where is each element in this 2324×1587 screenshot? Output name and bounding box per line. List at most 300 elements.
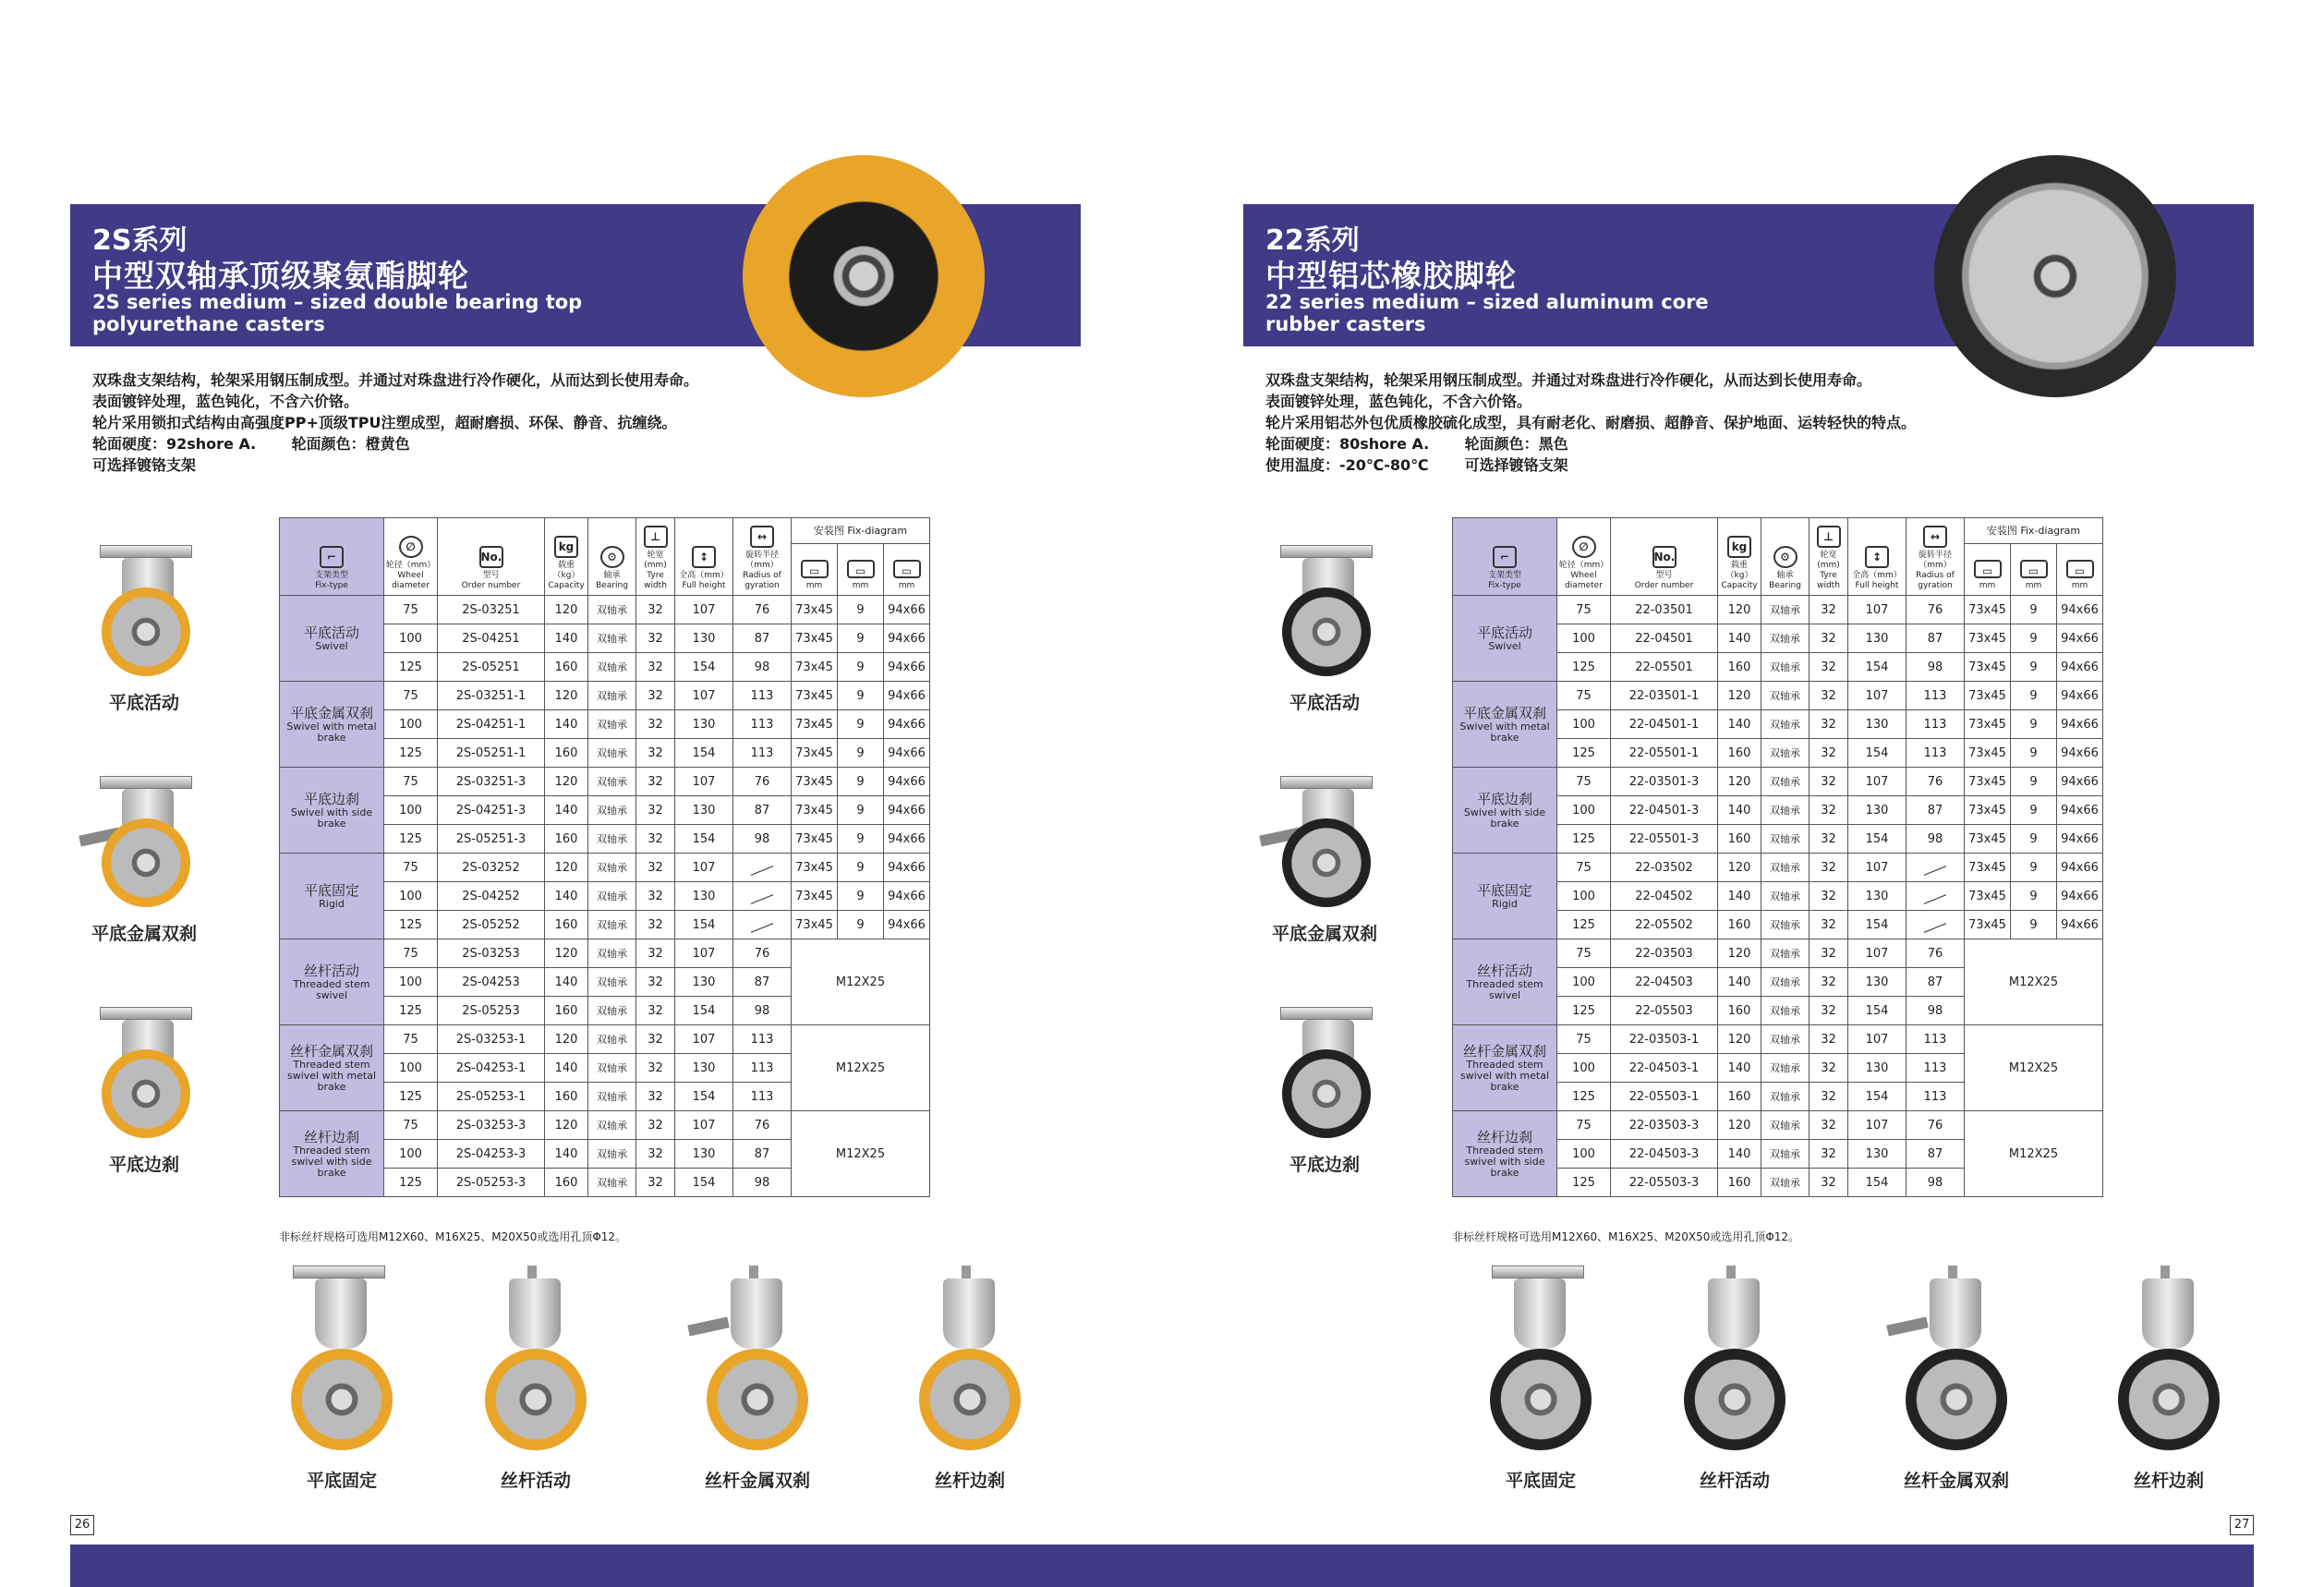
cell-text: Threaded stem swivel [1466, 977, 1543, 1001]
table-cell: 75 [1557, 596, 1611, 624]
table-cell: 双轴承 [588, 825, 636, 854]
order-number: 22-04503-1 [1611, 1054, 1718, 1083]
table-cell: 140 [1718, 796, 1761, 825]
table-cell: 87 [1906, 1140, 1965, 1169]
table-row [1453, 1111, 2103, 1140]
header-text: 轮径（mm） [1558, 561, 1609, 570]
no-radius [733, 854, 792, 882]
table-cell: 140 [1718, 968, 1761, 997]
table-cell: 双轴承 [588, 911, 636, 939]
table-cell: 双轴承 [588, 1025, 636, 1054]
table-cell: 125 [384, 653, 438, 682]
header-text: ▭ [893, 560, 921, 578]
page-number: 27 [2230, 1515, 2254, 1535]
table-cell: 107 [675, 768, 733, 796]
option: 可选择镀铬支架 [92, 456, 197, 474]
description: 双珠盘支架结构，轮架采用钢压制成型。并通过对珠盘进行冷作硬化，从而达到长使用寿命。 表面镀锌处理，蓝色钝化，不含六价铬。 轮片采用锁扣式结构由高强度PP+顶级TPU注塑成型，超耐磨损、环保、静音、抗缠绕。 轮面硬度：92shore A. 轮面颜色：橙黄色 可选择镀铬支架 [92, 371, 699, 474]
spec-table [279, 517, 930, 1197]
header-text: Capacity [548, 581, 585, 590]
table-cell: 双轴承 [588, 1140, 636, 1169]
table-cell: 双轴承 [1761, 1169, 1810, 1197]
no-radius [733, 882, 792, 911]
header-radius [733, 518, 792, 596]
table-cell: 125 [1557, 653, 1611, 682]
table-cell: 130 [675, 796, 733, 825]
table-cell: 双轴承 [588, 653, 636, 682]
table-cell: 75 [1557, 1025, 1611, 1054]
table-cell: 94x66 [2057, 624, 2103, 653]
fix-type-cell [1453, 939, 1557, 1025]
right-page [1162, 0, 2324, 1587]
order-number: 2S-03252 [438, 854, 545, 882]
table-cell: 9 [838, 911, 884, 939]
table-cell: 100 [1557, 796, 1611, 825]
table-cell: 107 [1848, 1111, 1906, 1140]
header-full-height [1848, 518, 1906, 596]
table-cell: 32 [1810, 1054, 1848, 1083]
cell-text: 平底金属双刹 [1462, 704, 1546, 721]
header-order [1611, 518, 1718, 596]
table-cell: 98 [733, 825, 792, 854]
table-cell: 125 [1557, 997, 1611, 1025]
series-code: 22系列 [1265, 224, 1360, 257]
table-cell: 32 [636, 1111, 675, 1140]
table-cell: 73x45 [1965, 825, 2011, 854]
header-text: ⊥ [644, 526, 668, 548]
table-cell: 75 [384, 854, 438, 882]
temperature: 使用温度：-20℃-80℃ [1265, 456, 1429, 474]
table-cell: 32 [1810, 825, 1848, 854]
side-caster-swivel: 平底活动 [1232, 545, 1417, 714]
header-text: Tyre width [1817, 571, 1840, 590]
order-number: 22-03503 [1611, 939, 1718, 968]
table-cell: 160 [1718, 825, 1761, 854]
table-cell: 73x45 [792, 710, 838, 739]
order-number: 22-04502 [1611, 882, 1718, 911]
cell-text: 平底边刹 [1476, 790, 1532, 807]
table-cell: 154 [675, 997, 733, 1025]
order-number: 22-04503-3 [1611, 1140, 1718, 1169]
header-text: Tyre width [644, 571, 667, 590]
table-cell: 32 [636, 596, 675, 624]
table-cell: 32 [1810, 939, 1848, 968]
table-cell: 107 [675, 596, 733, 624]
table-cell: 73x45 [1965, 739, 2011, 768]
pu-wheel-image [743, 155, 985, 397]
table-cell: 双轴承 [1761, 624, 1810, 653]
table-cell: 32 [1810, 624, 1848, 653]
table-cell: 140 [545, 796, 588, 825]
table-cell: 32 [636, 796, 675, 825]
footer-bar [70, 1545, 1162, 1587]
table-cell: 113 [733, 1083, 792, 1111]
table-cell: 130 [675, 1054, 733, 1083]
table-cell: 双轴承 [588, 796, 636, 825]
table-cell: 113 [733, 1054, 792, 1083]
order-number: 2S-03253-1 [438, 1025, 545, 1054]
order-number: 2S-04251-1 [438, 710, 545, 739]
order-number: 22-03501 [1611, 596, 1718, 624]
table-row [1453, 854, 2103, 882]
cell-text [1924, 923, 1946, 933]
header-bearing [588, 518, 636, 596]
table-cell: 双轴承 [588, 968, 636, 997]
fix-type-cell [280, 596, 384, 682]
header-text: ⚙ [600, 546, 624, 568]
table-cell: 双轴承 [1761, 596, 1810, 624]
table-cell: 130 [1848, 882, 1906, 911]
table-cell: 107 [1848, 596, 1906, 624]
table-cell: 107 [675, 1111, 733, 1140]
table-cell: 125 [384, 1169, 438, 1197]
table-cell: 100 [384, 882, 438, 911]
table-cell: 双轴承 [588, 710, 636, 739]
table-cell: 75 [384, 682, 438, 710]
table-row [1453, 939, 2103, 968]
table-cell: 94x66 [884, 710, 930, 739]
table-cell: 160 [545, 653, 588, 682]
table-cell: 107 [675, 1025, 733, 1054]
header-text: ▭ [2020, 560, 2048, 578]
wheel-color: 轮面颜色：橙黄色 [291, 435, 410, 453]
table-cell: 32 [1810, 1025, 1848, 1054]
table-cell: 94x66 [2057, 882, 2103, 911]
table-cell: 154 [675, 653, 733, 682]
table-cell: 32 [636, 939, 675, 968]
order-number: 2S-05251 [438, 653, 545, 682]
fix-type-cell [280, 854, 384, 939]
bottom-caster-stem-side-brake: 丝杆边刹 [2086, 1266, 2252, 1492]
table-cell: 双轴承 [1761, 739, 1810, 768]
table-cell: 100 [1557, 1054, 1611, 1083]
table-cell: 94x66 [884, 739, 930, 768]
table-cell: 94x66 [884, 882, 930, 911]
table-cell: 120 [1718, 1025, 1761, 1054]
bottom-caster-rigid: 平底固定 [259, 1266, 425, 1492]
table-cell: 双轴承 [588, 882, 636, 911]
table-cell: 87 [733, 968, 792, 997]
header-text: ▭ [1974, 560, 2002, 578]
header-text: Bearing [1769, 581, 1801, 590]
header-text: No. [479, 546, 503, 568]
table-cell: 9 [2011, 739, 2057, 768]
table-cell: 9 [2011, 854, 2057, 882]
table-cell: 73x45 [792, 796, 838, 825]
table-cell: 94x66 [2057, 596, 2103, 624]
table-cell: 160 [1718, 1083, 1761, 1111]
order-number: 22-05503 [1611, 997, 1718, 1025]
table-cell: 32 [1810, 1083, 1848, 1111]
table-cell: 73x45 [1965, 596, 2011, 624]
table-cell: 双轴承 [1761, 682, 1810, 710]
table-cell: 120 [1718, 1111, 1761, 1140]
table-row [1453, 1025, 2103, 1054]
table-cell: 94x66 [2057, 768, 2103, 796]
table-cell: 32 [1810, 710, 1848, 739]
cell-text: 平底金属双刹 [289, 704, 373, 721]
table-cell: 双轴承 [1761, 825, 1810, 854]
table-cell: 双轴承 [1761, 653, 1810, 682]
header-text: 旋转半径（mm） [744, 551, 779, 570]
table-cell: 双轴承 [1761, 997, 1810, 1025]
table-cell: 双轴承 [588, 624, 636, 653]
table-cell: 100 [1557, 624, 1611, 653]
table-cell: 73x45 [1965, 624, 2011, 653]
table-cell: 140 [545, 710, 588, 739]
cell-text: Threaded stem swivel with side brake [1464, 1144, 1545, 1179]
header-fix-type [280, 518, 384, 596]
side-caster-side-brake: 平底边刹 [1232, 1007, 1417, 1176]
fix-type-cell [280, 939, 384, 1025]
table-cell: 154 [1848, 997, 1906, 1025]
table-cell: 107 [675, 682, 733, 710]
cell-text [751, 894, 773, 904]
table-cell: 32 [636, 1054, 675, 1083]
table-cell: 113 [733, 1025, 792, 1054]
table-cell: 94x66 [884, 624, 930, 653]
table-cell: 94x66 [2057, 653, 2103, 682]
side-caster-swivel: 平底活动 [52, 545, 236, 714]
table-cell: 32 [1810, 796, 1848, 825]
table-cell: 160 [1718, 653, 1761, 682]
side-caster-side-brake: 平底边刹 [52, 1007, 236, 1176]
table-cell: 73x45 [1965, 682, 2011, 710]
table-cell: 154 [675, 1169, 733, 1197]
table-cell: 32 [1810, 1169, 1848, 1197]
table-cell: 32 [636, 682, 675, 710]
header-text: ∅ [399, 536, 423, 558]
table-cell: 107 [675, 854, 733, 882]
bottom-caster-stem-swivel: 丝杆活动 [1652, 1266, 1818, 1492]
side-caster-metal-brake: 平底金属双刹 [1232, 776, 1417, 945]
order-number: 2S-05253-1 [438, 1083, 545, 1111]
table-cell: 双轴承 [1761, 1025, 1810, 1054]
order-number: 2S-04251 [438, 624, 545, 653]
table-cell: 9 [838, 653, 884, 682]
table-cell: 双轴承 [588, 768, 636, 796]
table-cell: 120 [1718, 768, 1761, 796]
header-tyre-width [1810, 518, 1848, 596]
table-cell: 76 [733, 768, 792, 796]
table-cell: 32 [1810, 682, 1848, 710]
header-order [438, 518, 545, 596]
table-cell: 130 [1848, 1140, 1906, 1169]
table-cell: 140 [1718, 882, 1761, 911]
table-cell: 73x45 [792, 739, 838, 768]
table-cell: 125 [384, 911, 438, 939]
bottom-caster-stem-metal-brake: 丝杆金属双刹 [674, 1266, 841, 1492]
table-cell: 73x45 [792, 882, 838, 911]
order-number: 2S-04253-1 [438, 1054, 545, 1083]
page-number: 26 [70, 1515, 94, 1535]
option: 可选择镀铬支架 [1464, 456, 1568, 474]
cell-text: Threaded stem swivel with side brake [291, 1144, 372, 1179]
table-cell: 107 [1848, 939, 1906, 968]
table-cell: 32 [1810, 596, 1848, 624]
table-cell: 9 [2011, 596, 2057, 624]
header-text: 支架类型 [1487, 571, 1521, 580]
table-cell: 73x45 [1965, 854, 2011, 882]
order-number: 22-03503-1 [1611, 1025, 1718, 1054]
cell-text: 平底固定 [1476, 881, 1532, 899]
order-number: 22-05501-1 [1611, 739, 1718, 768]
bottom-caster-stem-metal-brake: 丝杆金属双刹 [1873, 1266, 2040, 1492]
header-text: Full height [682, 581, 726, 590]
table-cell: 87 [733, 796, 792, 825]
header-text: Order number [1634, 581, 1694, 590]
table-cell: 32 [636, 911, 675, 939]
table-cell: 130 [1848, 1054, 1906, 1083]
cell-text: 丝杆活动 [303, 962, 359, 979]
table-cell: 140 [545, 968, 588, 997]
table-cell: 双轴承 [1761, 1111, 1810, 1140]
header-text: mm [805, 581, 823, 590]
table-cell: 113 [1906, 1083, 1965, 1111]
table-cell: 双轴承 [588, 1169, 636, 1197]
table-cell: 160 [545, 1169, 588, 1197]
order-number: 2S-03253-3 [438, 1111, 545, 1140]
table-cell: 94x66 [884, 596, 930, 624]
table-cell: 双轴承 [588, 997, 636, 1025]
table-cell: 120 [545, 682, 588, 710]
header-capacity [545, 518, 588, 596]
table-cell: 双轴承 [1761, 911, 1810, 939]
table-cell: 154 [675, 825, 733, 854]
table-cell: 125 [1557, 739, 1611, 768]
table-cell: 140 [1718, 710, 1761, 739]
table-cell: 100 [384, 968, 438, 997]
bottom-casters [240, 1266, 1164, 1506]
bottom-caster-stem-side-brake: 丝杆边刹 [887, 1266, 1053, 1492]
table-row [280, 768, 930, 796]
fix-type-cell [280, 768, 384, 854]
cell-text: 平底边刹 [303, 790, 359, 807]
table-cell: 100 [1557, 968, 1611, 997]
table-cell: 双轴承 [588, 1083, 636, 1111]
table-cell: 9 [838, 682, 884, 710]
table-cell: 双轴承 [588, 854, 636, 882]
table-cell: 160 [545, 1083, 588, 1111]
table-cell: 94x66 [2057, 854, 2103, 882]
table-cell: 100 [384, 624, 438, 653]
table-cell: 73x45 [1965, 768, 2011, 796]
table-cell: 75 [1557, 1111, 1611, 1140]
series-code: 2S系列 [92, 224, 188, 257]
table-cell: 113 [733, 682, 792, 710]
table-cell: 160 [545, 825, 588, 854]
table-cell: 73x45 [1965, 882, 2011, 911]
table-cell: 125 [1557, 825, 1611, 854]
header-text: 轮宽(mm) [1817, 551, 1840, 570]
table-cell: 130 [1848, 624, 1906, 653]
table-cell: 160 [1718, 997, 1761, 1025]
table-cell: 9 [838, 739, 884, 768]
table-cell: 双轴承 [1761, 1083, 1810, 1111]
hardness: 轮面硬度：92shore A. [92, 435, 257, 453]
table-cell: 73x45 [792, 854, 838, 882]
table-cell: 100 [1557, 1140, 1611, 1169]
header-capacity [1718, 518, 1761, 596]
no-radius [1906, 882, 1965, 911]
header-text: Bearing [596, 581, 628, 590]
table-cell: 75 [1557, 854, 1611, 882]
stem-note: 非标丝杆规格可选用M12X60、M16X25、M20X50或选用孔顶Φ12。 [1452, 1230, 1800, 1243]
stem-size: M12X25 [1965, 939, 2103, 1025]
table-row [1453, 596, 2103, 624]
series-title-en: 22 series medium – sized aluminum core rubber casters [1265, 291, 1709, 335]
table-cell: 双轴承 [1761, 968, 1810, 997]
header-fix-mm [2057, 544, 2103, 596]
table-cell: 113 [1906, 1054, 1965, 1083]
header-text: 轴承 [1776, 571, 1794, 580]
spec-table [1452, 517, 2103, 1197]
table-cell: 32 [636, 1169, 675, 1197]
cell-text: 丝杆金属双刹 [1462, 1042, 1546, 1060]
table-cell: 94x66 [2057, 739, 2103, 768]
header-text: ⊥ [1817, 526, 1841, 548]
cell-text: 丝杆活动 [1476, 962, 1532, 979]
table-cell: 76 [1906, 1111, 1965, 1140]
table-cell: 100 [1557, 882, 1611, 911]
table-cell: 32 [636, 997, 675, 1025]
header-text: Full height [1855, 581, 1899, 590]
fix-type-cell [280, 1025, 384, 1111]
header-text: Radius of gyration [743, 571, 781, 590]
table-cell: 73x45 [792, 825, 838, 854]
table-cell: 32 [636, 1025, 675, 1054]
table-cell: 双轴承 [588, 739, 636, 768]
table-cell: 双轴承 [1761, 854, 1810, 882]
table-cell: 32 [1810, 997, 1848, 1025]
table-cell: 76 [733, 596, 792, 624]
bottom-caster-stem-swivel: 丝杆活动 [453, 1266, 619, 1492]
header-bearing [1761, 518, 1810, 596]
hardness: 轮面硬度：80shore A. [1265, 435, 1430, 453]
header-full-height [675, 518, 733, 596]
table-cell: 125 [384, 739, 438, 768]
table-cell: 94x66 [884, 854, 930, 882]
table-cell: 双轴承 [1761, 1140, 1810, 1169]
table-cell: 98 [733, 653, 792, 682]
order-number: 2S-03251-3 [438, 768, 545, 796]
table-cell: 120 [545, 1025, 588, 1054]
table-cell: 73x45 [1965, 653, 2011, 682]
table-cell: 125 [384, 825, 438, 854]
table-cell: 154 [675, 739, 733, 768]
table-cell: 120 [545, 1111, 588, 1140]
table-cell: 94x66 [884, 768, 930, 796]
table-cell: 160 [1718, 911, 1761, 939]
order-number: 2S-04251-3 [438, 796, 545, 825]
table-cell: 9 [2011, 624, 2057, 653]
cell-text: 丝杆边刹 [303, 1128, 359, 1145]
cell-text: 平底固定 [303, 881, 359, 899]
table-cell: 130 [675, 1140, 733, 1169]
table-cell: 9 [838, 768, 884, 796]
table-cell: 76 [1906, 939, 1965, 968]
table-cell: 94x66 [884, 796, 930, 825]
table-cell: 9 [2011, 911, 2057, 939]
table-cell: 113 [733, 710, 792, 739]
header-text: ↕ [692, 546, 716, 568]
table-cell: 94x66 [884, 825, 930, 854]
table-cell: 73x45 [1965, 911, 2011, 939]
stem-size: M12X25 [1965, 1111, 2103, 1197]
table-cell: 140 [1718, 624, 1761, 653]
table-cell: 76 [1906, 596, 1965, 624]
table-cell: 94x66 [884, 653, 930, 682]
table-cell: 94x66 [2057, 682, 2103, 710]
